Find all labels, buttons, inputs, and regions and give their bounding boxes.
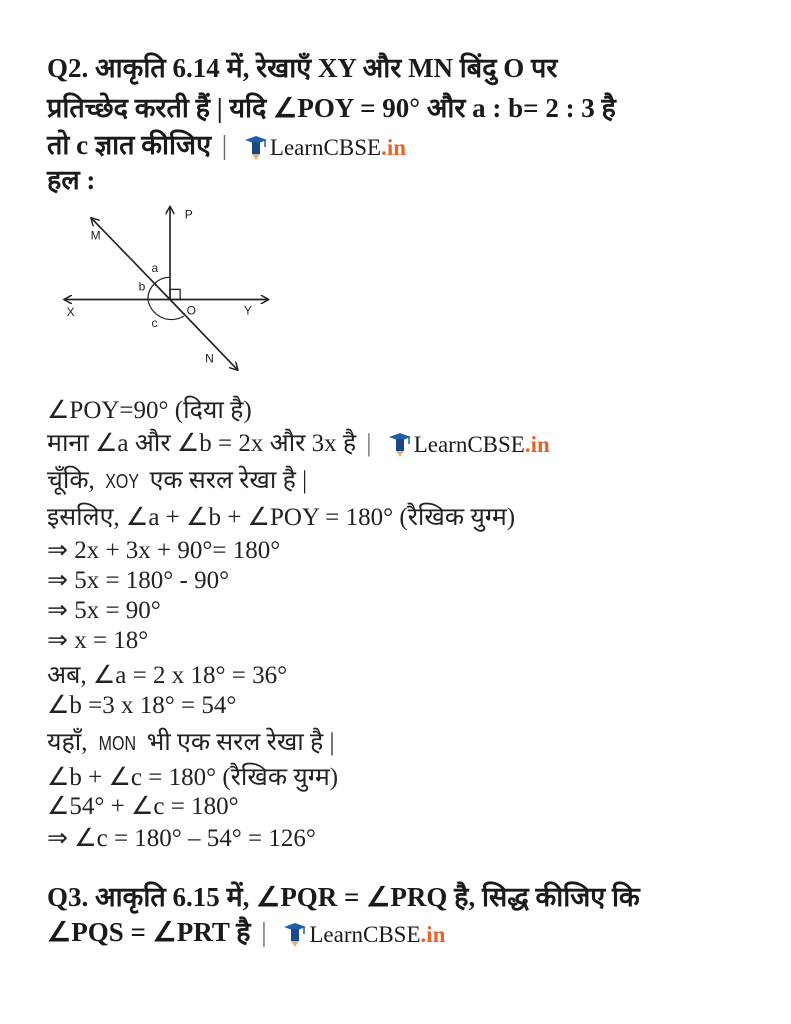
logo-text: LearnCBSE: [269, 134, 382, 160]
separator: |: [261, 917, 267, 947]
separator: |: [366, 430, 372, 457]
solution-line-12: ∠b + ∠c = 180° (रैखिक युग्म): [47, 764, 339, 791]
label-X: X: [66, 305, 75, 320]
solution-line-10: ∠b =3 x 18° = 54°: [47, 692, 237, 719]
logo-suffix: .in: [420, 921, 446, 947]
label-c: c: [151, 316, 158, 331]
q2-line-2: प्रतिच्छेद करती हैं | यदि ∠POY = 90° और a : b= 2 : 3 है: [47, 93, 616, 123]
logo-text: LearnCBSE: [413, 432, 525, 458]
figure-6-14: [50, 195, 290, 380]
label-O: O: [186, 303, 196, 318]
solution-line-11-pre: यहाँ,: [47, 729, 94, 756]
q3-line-2-text: ∠PQS = ∠PRT है: [47, 917, 251, 947]
graduation-cap-pencil-icon: [244, 135, 268, 161]
graduation-cap-pencil-icon: [388, 432, 412, 458]
line-name-mon: MON: [98, 733, 136, 755]
logo-suffix: .in: [524, 432, 550, 458]
solution-line-2-text: माना ∠a और ∠b = 2x और 3x है: [47, 430, 357, 457]
solution-line-5: ⇒ 2x + 3x + 90°= 180°: [47, 537, 281, 564]
logo-text: LearnCBSE: [309, 921, 421, 947]
q2-line-3-text: तो c ज्ञात कीजिए: [47, 130, 211, 160]
logo-suffix: .in: [381, 134, 406, 160]
solution-line-4: इसलिए, ∠a + ∠b + ∠POY = 180° (रैखिक युग्म): [47, 504, 516, 531]
line-name-xoy: XOY: [105, 471, 140, 493]
label-M: M: [90, 228, 101, 243]
learncbse-logo: [388, 432, 550, 458]
intersecting-lines-diagram: [50, 195, 290, 380]
solution-line-3: [47, 462, 307, 496]
q3-line-1: Q3. आकृति 6.15 में, ∠PQR = ∠PRQ है, सिद्ध कीजिए कि: [47, 882, 640, 912]
q2-line-1: Q2. आकृति 6.14 में, रेखाएँ XY और MN बिंदु O पर: [47, 53, 558, 83]
solution-line-13: ∠54° + ∠c = 180°: [47, 793, 239, 820]
q3-line-2: [47, 912, 445, 949]
learncbse-logo: [244, 135, 406, 161]
solution-label: हल :: [47, 165, 96, 195]
solution-line-3-post: एक सरल रेखा है |: [143, 467, 308, 494]
graduation-cap-pencil-icon: [283, 922, 307, 948]
separator: |: [221, 130, 228, 160]
solution-line-14: ⇒ ∠c = 180° – 54° = 126°: [47, 825, 316, 852]
solution-line-6: ⇒ 5x = 180° - 90°: [47, 567, 230, 594]
solution-line-11-post: भी एक सरल रेखा है |: [140, 729, 335, 756]
solution-line-7: ⇒ 5x = 90°: [47, 597, 161, 624]
solution-line-8: ⇒ x = 18°: [47, 627, 149, 654]
solution-line-1: ∠POY=90° (दिया है): [47, 397, 252, 424]
label-P: P: [184, 207, 193, 222]
solution-line-3-pre: चूँकि,: [47, 467, 102, 494]
label-a: a: [151, 260, 159, 275]
learncbse-logo: [283, 922, 445, 948]
solution-line-2: [47, 425, 550, 459]
q2-line-3: [47, 125, 406, 162]
solution-line-9: अब, ∠a = 2 x 18° = 36°: [47, 662, 288, 689]
label-b: b: [138, 279, 146, 294]
label-Y: Y: [243, 303, 252, 318]
label-N: N: [205, 351, 214, 366]
solution-line-11: [47, 724, 335, 758]
